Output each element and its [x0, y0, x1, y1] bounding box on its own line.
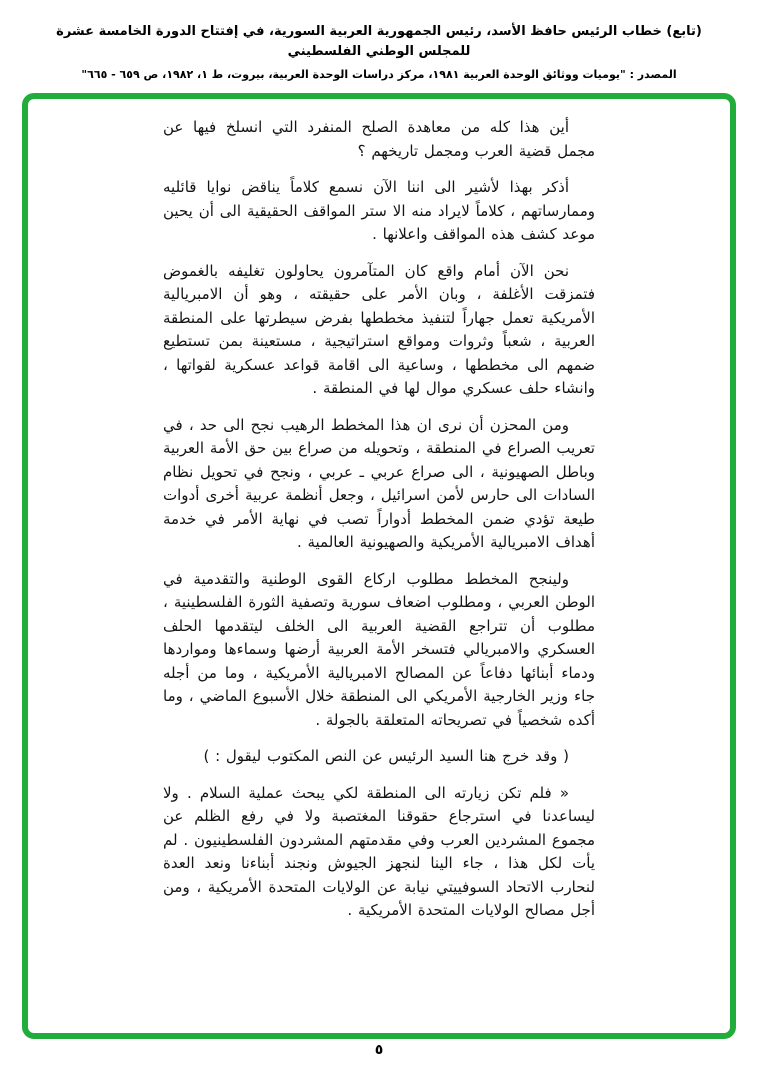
paragraph: ( وقد خرج هنا السيد الرئيس عن النص المكتوب ليقول : )	[203, 747, 569, 766]
paragraph: « فلم تكن زيارته الى المنطقة لكي يبحث عملية السلام . ولا ليساعدنا في استرجاع حقوقنا المغتصبة ولا في رفع الظلم عن مجموع المشردين العرب وفي مقدمتهم المشردون الفلسطينيون . لم يأت لكل هذا ، جاء الينا لنجهز الجيوش ونجند أبناءنا ونعد العدة لنحارب الاتحاد السوفييتي نيابة عن الولايات المتحدة الأمريكية ، ومن أجل مصالح الولايات المتحدة الأمريكية .	[163, 783, 595, 920]
paragraph: ولينجح المخطط مطلوب اركاع القوى الوطنية والتقدمية في الوطن العربي ، ومطلوب اضعاف سورية وتصفية الثورة الفلسطينية ، مطلوب أن تتراجع القضية العربية الى الخلف ليتقدمها الحلف العسكري والامبريالي فتسخر الأمة العربية أرضها وسماءها ومواردها ودماء أبنائها دفاعاً عن المصالح الامبريالية الأمريكية ، وما من أجله جاء وزير الخارجية الأمريكي الى المنطقة خلال الأسبوع الماضي ، وما أكده شخصياً في تصريحاته المتعلقة بالجولة .	[163, 569, 595, 729]
document-header	[0, 0, 758, 81]
document-source-line: المصدر : "يوميات ووثائق الوحدة العربية ١٩٨١، مركز دراسات الوحدة العربية، بيروت، ط ١، ١٩٨٢، ص ٦٥٩ - ٦٦٥"	[81, 68, 677, 82]
page-number: ٥	[374, 1042, 384, 1059]
paragraph: ومن المحزن أن نرى ان هذا المخطط الرهيب نجح الى حد ، في تعريب الصراع في المنطقة ، وتحويله من صراع بين حق الأمة العربية وباطل الصهيونية ، الى صراع عربي ـ عربي ، ونجح في تحويل نظام السادات الى حارس لأمن اسرائيل ، وجعل أنظمة عربية أخرى أدوات طيعة تؤدي ضمن المخطط أدواراً تصب في نهاية الأمر في خدمة أهداف الامبريالية الأمريكية والصهيونية العالمية .	[163, 415, 595, 552]
paragraph: أذكر بهذا لأشير الى اننا الآن نسمع كلاماً يناقض نوايا قائليه وممارساتهم ، كلاماً لايراد منه الا ستر المواقف الحقيقية الى أن يحين موعد كشف هذه المواقف واعلانها .	[163, 178, 595, 244]
document-title: (تابع) خطاب الرئيس حافظ الأسد، رئيس الجمهورية العربية السورية، في إفتتاح الدورة الخامسة عشرة للمجلس الوطني الفلسطيني	[56, 24, 702, 60]
green-border-frame	[22, 93, 736, 1039]
body-paragraphs	[163, 116, 595, 923]
paragraph: أين هذا كله من معاهدة الصلح المنفرد التي انسلخ فيها عن مجمل قضية العرب ومجمل تاريخهم ؟	[163, 118, 595, 160]
paragraph: نحن الآن أمام واقع كان المتآمرون يحاولون تغليفه بالغموض فتمزقت الأغلفة ، وبان الأمر على حقيقته ، وهو أن الامبريالية الأمريكية تعمل جهاراً لتنفيذ مخططها بفرض سيطرتها على المنطقة العربية ، شعباً وثروات ومواقع استراتيجية ، مستعينة بمن تستطيع ضمهم الى مخططها ، وساعية الى اقامة قواعد عسكرية لقواتها ، وانشاء حلف عسكري موال لها في المنطقة .	[163, 261, 595, 398]
